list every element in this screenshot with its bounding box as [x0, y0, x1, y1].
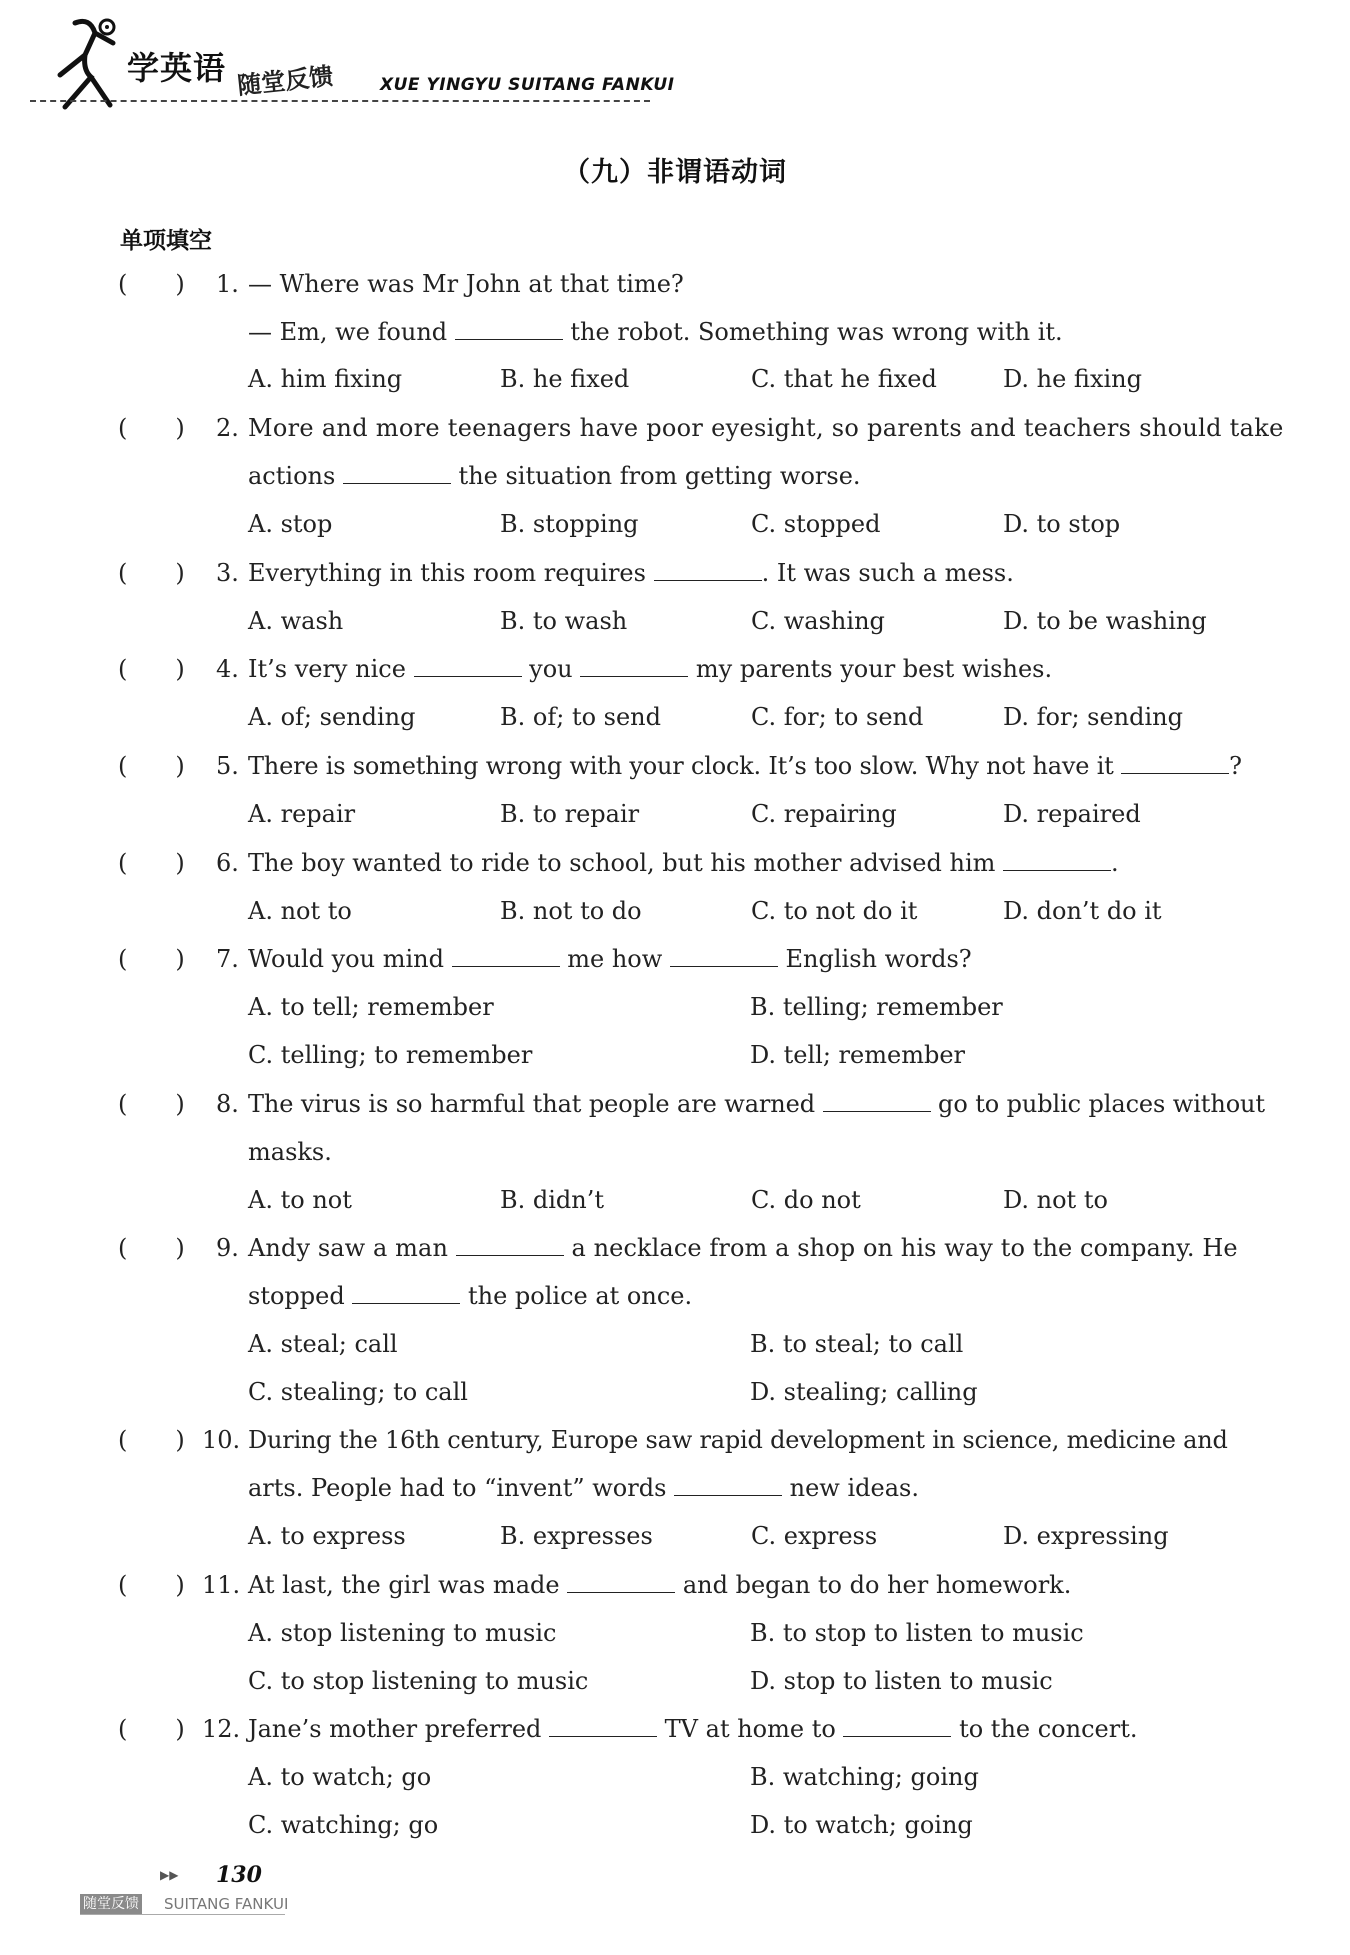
option-b[interactable]: B. to repair: [500, 800, 640, 828]
answer-blank[interactable]: [1121, 751, 1229, 774]
option-c[interactable]: C. stopped: [751, 510, 881, 538]
option-a[interactable]: A. to express: [248, 1522, 406, 1550]
option-a[interactable]: A. to watch; go: [248, 1763, 432, 1791]
option-c[interactable]: C. to stop listening to music: [248, 1667, 589, 1695]
question-number: 12.: [202, 1715, 241, 1743]
question-text: More and more teenagers have poor eyesight, so parents and teachers should take: [248, 414, 1284, 442]
question-number: 8.: [216, 1090, 239, 1118]
question-text: Everything in this room requires . It was such a mess.: [248, 559, 1014, 587]
question-text: It’s very nice you my parents your best wishes.: [248, 655, 1053, 683]
answer-blank[interactable]: [567, 1570, 675, 1593]
option-d[interactable]: D. to stop: [1003, 510, 1121, 538]
option-a[interactable]: A. of; sending: [248, 703, 416, 731]
answer-bracket[interactable]: ( ): [118, 849, 185, 877]
answer-blank[interactable]: [670, 944, 778, 967]
option-a[interactable]: A. stop: [248, 510, 333, 538]
footer-divider: [80, 1914, 285, 1915]
question-number: 4.: [216, 655, 239, 683]
subsection-title: 单项填空: [120, 228, 212, 254]
question-number: 11.: [202, 1571, 241, 1599]
option-b[interactable]: B. watching; going: [750, 1763, 979, 1791]
option-b[interactable]: B. to stop to listen to music: [750, 1619, 1084, 1647]
mascot-logo-icon: [55, 15, 125, 110]
option-c[interactable]: C. do not: [751, 1186, 861, 1214]
option-c[interactable]: C. for; to send: [751, 703, 924, 731]
question-text: Would you mind me how English words?: [248, 945, 972, 973]
question-number: 10.: [202, 1426, 241, 1454]
option-b[interactable]: B. expresses: [500, 1522, 653, 1550]
logo-subtitle: 随堂反馈: [236, 62, 335, 100]
option-b[interactable]: B. he fixed: [500, 365, 630, 393]
option-d[interactable]: D. not to: [1003, 1186, 1108, 1214]
option-d[interactable]: D. to watch; going: [750, 1811, 973, 1839]
question-text: stopped the police at once.: [248, 1282, 693, 1310]
option-b[interactable]: B. to wash: [500, 607, 628, 635]
option-d[interactable]: D. for; sending: [1003, 703, 1183, 731]
question-number: 9.: [216, 1234, 239, 1262]
option-c[interactable]: C. that he fixed: [751, 365, 937, 393]
answer-bracket[interactable]: ( ): [118, 655, 185, 683]
question-text: At last, the girl was made and began to do her homework.: [248, 1571, 1072, 1599]
question-text: Andy saw a man a necklace from a shop on his way to the company. He: [248, 1234, 1238, 1262]
logo-title: 学英语: [127, 49, 227, 87]
answer-blank[interactable]: [352, 1281, 460, 1304]
question-text: — Where was Mr John at that time?: [248, 270, 684, 298]
question-text: There is something wrong with your clock. It’s too slow. Why not have it ?: [248, 752, 1242, 780]
question-number: 7.: [216, 945, 239, 973]
option-d[interactable]: D. stop to listen to music: [750, 1667, 1053, 1695]
question-number: 3.: [216, 559, 239, 587]
option-c[interactable]: C. stealing; to call: [248, 1378, 468, 1406]
option-c[interactable]: C. express: [751, 1522, 878, 1550]
answer-bracket[interactable]: ( ): [118, 945, 185, 973]
answer-blank[interactable]: [343, 461, 451, 484]
question-text: The boy wanted to ride to school, but his mother advised him .: [248, 849, 1119, 877]
question-number: 1.: [216, 270, 239, 298]
option-d[interactable]: D. tell; remember: [750, 1041, 965, 1069]
option-a[interactable]: A. to tell; remember: [248, 993, 494, 1021]
question-text: masks.: [248, 1138, 332, 1166]
answer-blank[interactable]: [1003, 848, 1111, 871]
option-a[interactable]: A. wash: [248, 607, 344, 635]
answer-blank[interactable]: [414, 654, 522, 677]
option-b[interactable]: B. didn’t: [500, 1186, 605, 1214]
answer-blank[interactable]: [452, 944, 560, 967]
header-divider: [30, 100, 650, 102]
option-c[interactable]: C. telling; to remember: [248, 1041, 533, 1069]
answer-blank[interactable]: [456, 1233, 564, 1256]
option-d[interactable]: D. stealing; calling: [750, 1378, 978, 1406]
option-a[interactable]: A. stop listening to music: [248, 1619, 557, 1647]
option-c[interactable]: C. washing: [751, 607, 885, 635]
page-number: 130: [216, 1862, 262, 1888]
answer-blank[interactable]: [823, 1089, 931, 1112]
answer-blank[interactable]: [455, 317, 563, 340]
question-text: — Em, we found the robot. Something was wrong with it.: [248, 318, 1063, 346]
answer-bracket[interactable]: ( ): [118, 1090, 185, 1118]
answer-bracket[interactable]: ( ): [118, 270, 185, 298]
option-d[interactable]: D. expressing: [1003, 1522, 1169, 1550]
question-text: actions the situation from getting worse.: [248, 462, 861, 490]
answer-blank[interactable]: [580, 654, 688, 677]
question-number: 2.: [216, 414, 239, 442]
option-d[interactable]: D. he fixing: [1003, 365, 1142, 393]
option-a[interactable]: A. to not: [248, 1186, 352, 1214]
question-text: The virus is so harmful that people are warned go to public places without: [248, 1090, 1265, 1118]
option-c[interactable]: C. watching; go: [248, 1811, 439, 1839]
option-b[interactable]: B. telling; remember: [750, 993, 1003, 1021]
option-d[interactable]: D. to be washing: [1003, 607, 1207, 635]
question-text: Jane’s mother preferred TV at home to to the concert.: [248, 1715, 1138, 1743]
footer-pinyin: SUITANG FANKUI: [164, 1895, 289, 1913]
section-title: （九）非谓语动词: [563, 157, 787, 188]
option-d[interactable]: D. repaired: [1003, 800, 1141, 828]
answer-bracket[interactable]: ( ): [118, 559, 185, 587]
answer-bracket[interactable]: ( ): [118, 414, 185, 442]
option-b[interactable]: B. stopping: [500, 510, 639, 538]
option-a[interactable]: A. steal; call: [248, 1330, 398, 1358]
answer-blank[interactable]: [654, 558, 762, 581]
question-number: 6.: [216, 849, 239, 877]
question-text: arts. People had to “invent” words new ideas.: [248, 1474, 919, 1502]
question-text: During the 16th century, Europe saw rapid development in science, medicine and: [248, 1426, 1228, 1454]
option-b[interactable]: B. to steal; to call: [750, 1330, 964, 1358]
answer-bracket[interactable]: ( ): [118, 1426, 185, 1454]
answer-bracket[interactable]: ( ): [118, 1715, 185, 1743]
answer-bracket[interactable]: ( ): [118, 1571, 185, 1599]
double-arrow-icon: ▶▶: [160, 1868, 179, 1882]
answer-blank[interactable]: [549, 1714, 657, 1737]
logo-pinyin: XUE YINGYU SUITANG FANKUI: [380, 75, 675, 95]
option-b[interactable]: B. not to do: [500, 897, 642, 925]
option-a[interactable]: A. not to: [248, 897, 352, 925]
option-a[interactable]: A. him fixing: [248, 365, 403, 393]
option-d[interactable]: D. don’t do it: [1003, 897, 1162, 925]
answer-blank[interactable]: [674, 1473, 782, 1496]
answer-blank[interactable]: [843, 1714, 951, 1737]
page-header: [55, 15, 675, 110]
option-c[interactable]: C. to not do it: [751, 897, 918, 925]
option-c[interactable]: C. repairing: [751, 800, 897, 828]
answer-bracket[interactable]: ( ): [118, 752, 185, 780]
footer-badge: 随堂反馈: [80, 1894, 142, 1914]
option-a[interactable]: A. repair: [248, 800, 356, 828]
option-b[interactable]: B. of; to send: [500, 703, 662, 731]
answer-bracket[interactable]: ( ): [118, 1234, 185, 1262]
question-number: 5.: [216, 752, 239, 780]
